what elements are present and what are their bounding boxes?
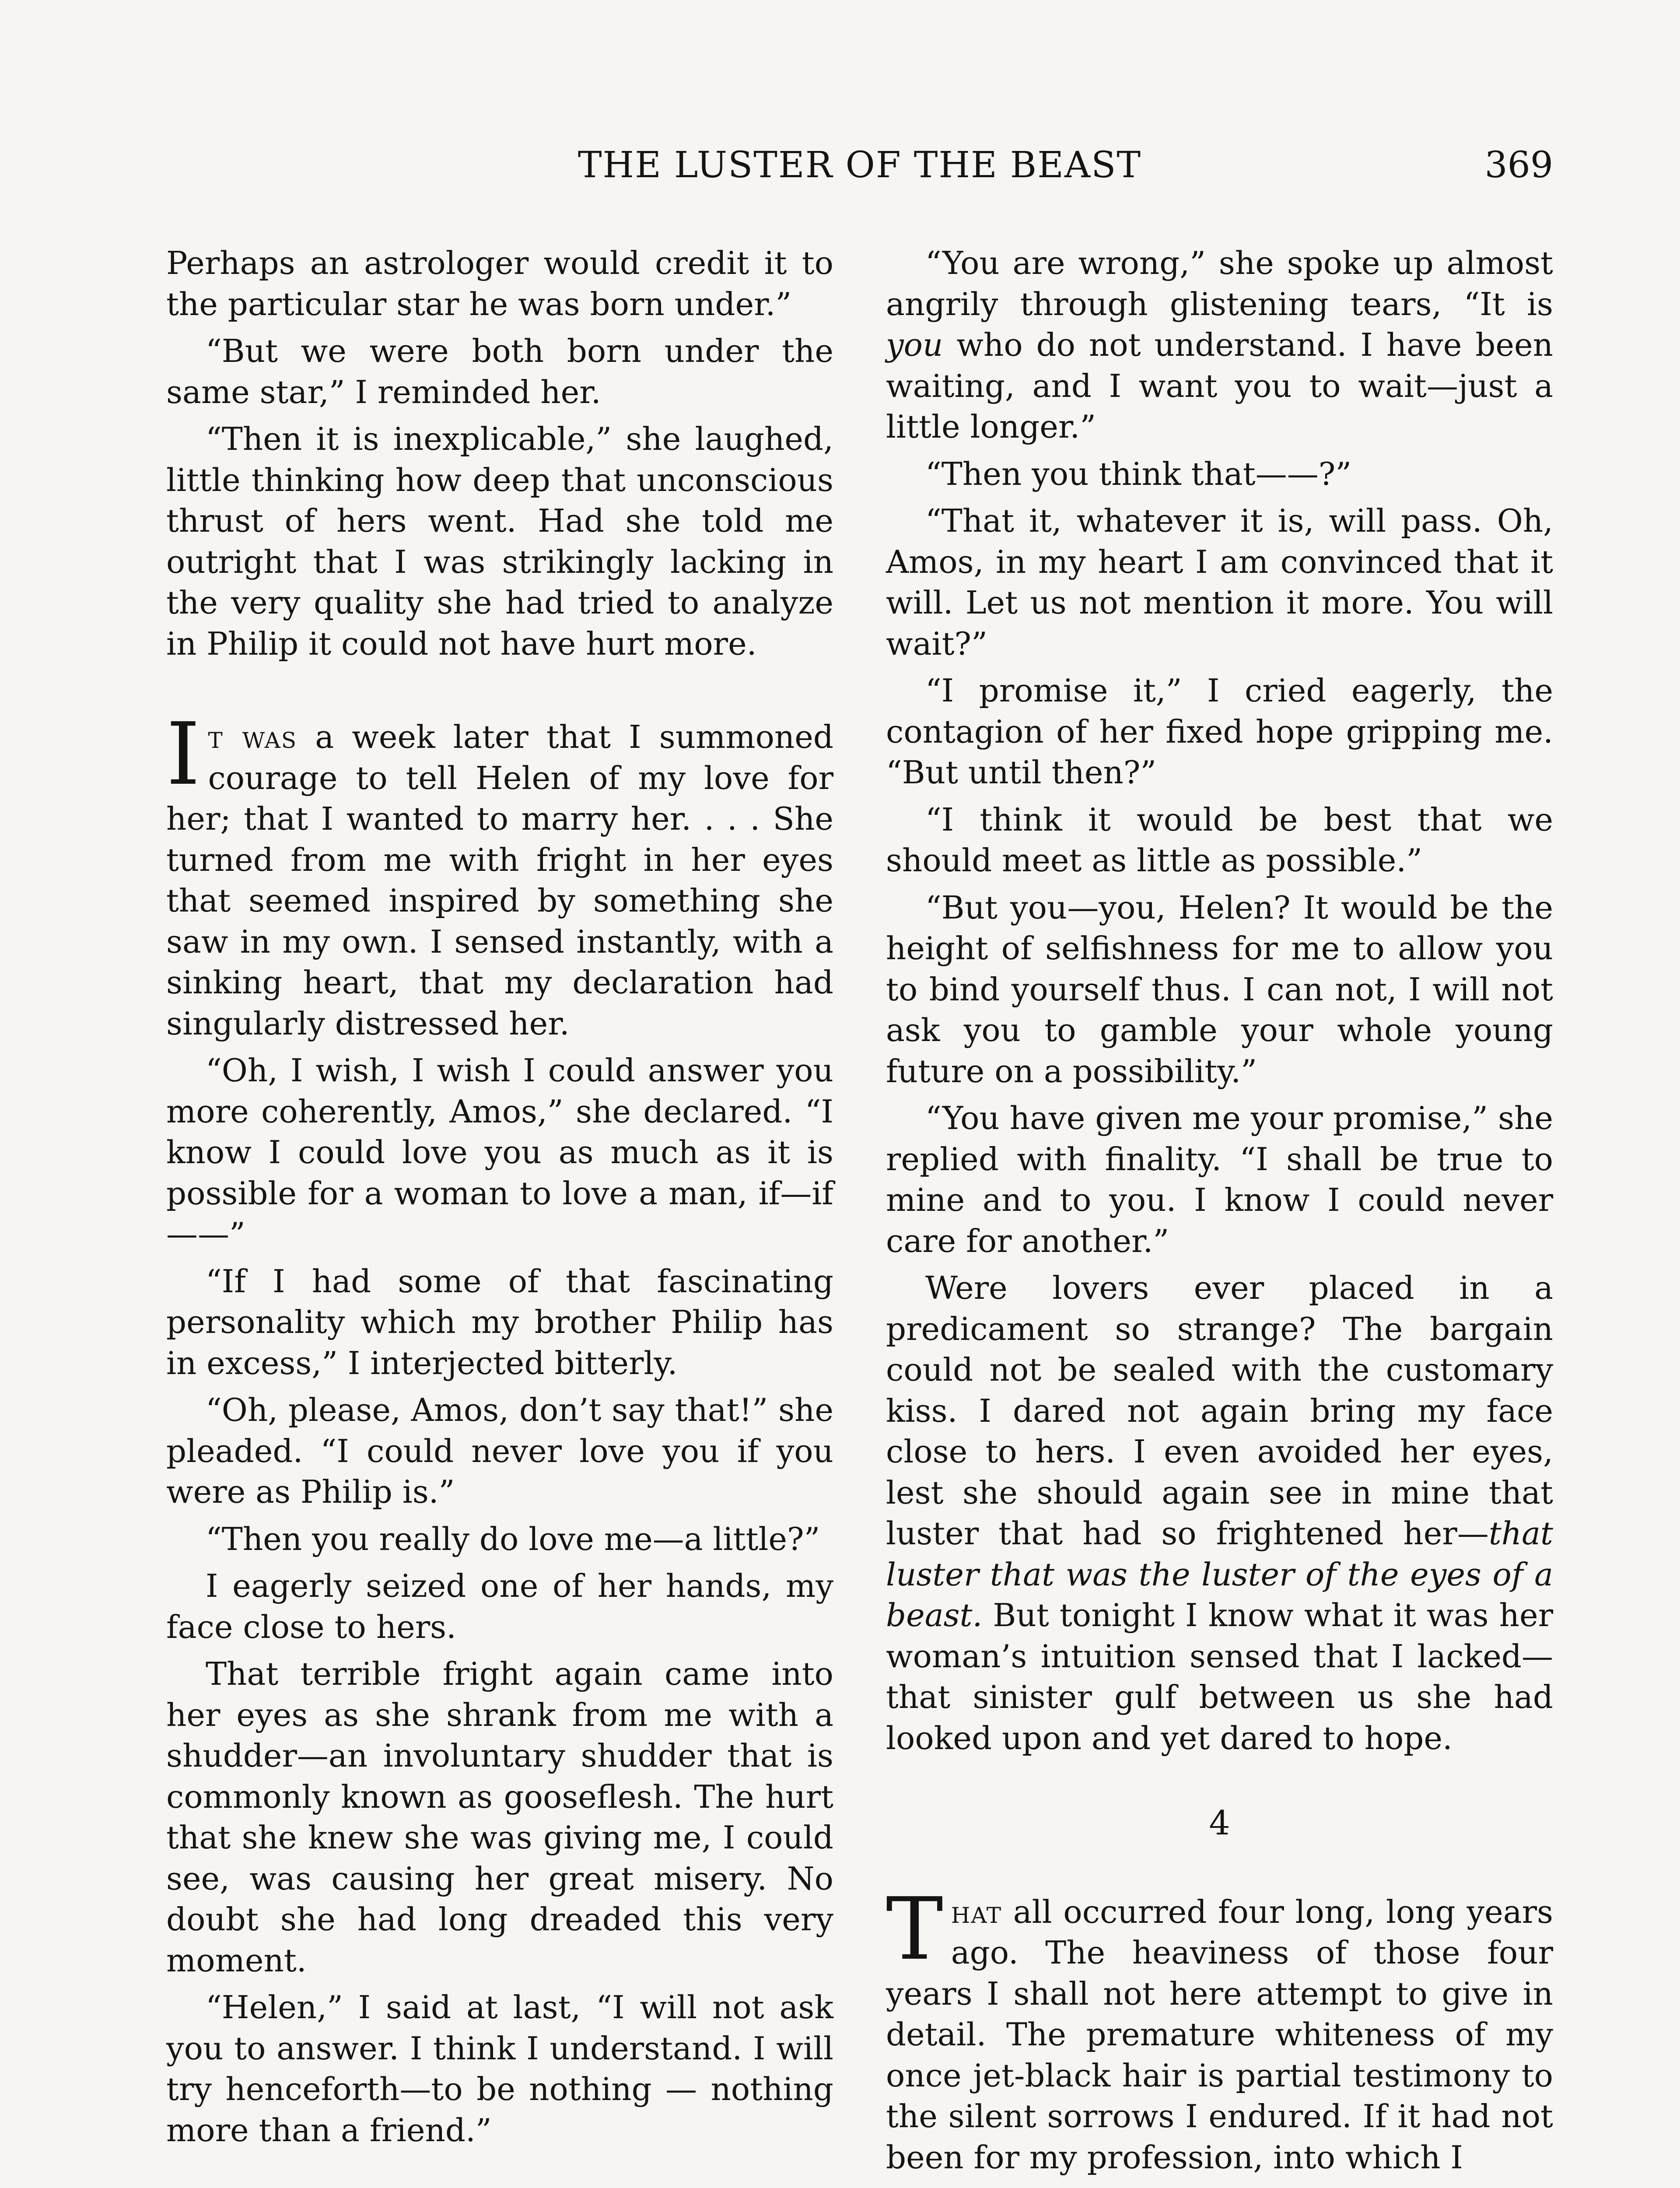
- paragraph-dropcap: [166, 705, 833, 1044]
- paragraph: “But you—you, Helen? It would be the height of selfishness for me to allow you to bind yourself thus. I can not, I will not ask you to gamble your whole young future on a possibility.”: [886, 889, 1553, 1090]
- paragraph: “If I had some of that fascinating personality which my brother Philip has in excess,” I interjected bitterly.: [166, 1262, 833, 1382]
- paragraph-text: all occurred four long, long years ago. The heaviness of those four years I shall not here attempt to give in detail. The premature whiteness of my once jet-black hair is partial testimony to the silent sorrows I endured. If it had not been for my profession, into which I: [886, 1893, 1553, 2176]
- paragraph: “But we were both born under the same star,” I reminded her.: [166, 333, 833, 410]
- paragraph: I eagerly seized one of her hands, my face close to hers.: [166, 1567, 833, 1645]
- small-caps-lead: hat: [951, 1893, 1002, 1930]
- paragraph: “Oh, I wish, I wish I could answer you more coherently, Amos,” she declared. “I know I could love you as much as it is possible for a woman to love a man, if—if——”: [166, 1052, 833, 1252]
- paragraph: “Oh, please, Amos, don’t say that!” she pleaded. “I could never love you if you were as Philip is.”: [166, 1392, 833, 1510]
- paragraph: [886, 1268, 1553, 1759]
- paragraph: “Then you really do love me—a little?”: [206, 1520, 820, 1557]
- paragraph: “I think it would be best that we should meet as little as possible.”: [886, 801, 1553, 879]
- paragraph-dropcap: [886, 1879, 1553, 2178]
- emphasis: that luster that was the luster of the eyes of a beast.: [886, 1515, 1553, 1634]
- paragraph: [886, 243, 1553, 448]
- page-number: 369: [1484, 144, 1553, 186]
- drop-cap: I: [166, 705, 200, 804]
- paragraph-text: Were lovers ever placed in a predicament so strange? The bargain could not be sealed with the customary kiss. I dared not again bring my face close to hers. I even avoided her eyes, lest she should again see in mine that luster that had so frightened her—: [886, 1269, 1553, 1552]
- paragraph: “I promise it,” I cried eagerly, the contagion of her fixed hope gripping me. “But until then?”: [886, 672, 1553, 791]
- paragraph: “Then it is inexplicable,” she laughed, little thinking how deep that unconscious thrust of hers went. Had she told me outright that I was strikingly lacking in the very quality she had tried to analyze in Philip it could not have hurt more.: [166, 421, 833, 662]
- paragraph: “Then you think that——?”: [925, 455, 1352, 492]
- right-column: [886, 243, 1553, 2184]
- paragraph-text: who do not understand. I have been waiting, and I want you to wait—just a little longer.”: [886, 326, 1553, 445]
- paragraph-text: “You are wrong,” she spoke up almost angrily through glistening tears, “It is: [886, 245, 1553, 323]
- paragraph: “You have given me your promise,” she replied with finality. “I shall be true to mine and to you. I know I could never care for another.”: [886, 1100, 1553, 1259]
- small-caps-lead: t was: [208, 719, 298, 755]
- paragraph: Perhaps an astrologer would credit it to the particular star he was born under.”: [166, 245, 833, 323]
- paragraph-text: a week later that I summoned courage to tell Helen of my love for her; that I wanted to marry her. . . . She turned from me with fright in her eyes that seemed inspired by something she saw in my own. I sensed instantly, with a sinking heart, that my declaration had singularly distressed her.: [166, 719, 833, 1042]
- left-column: [166, 243, 833, 2157]
- paragraph-text: But tonight I know what it was her woman’s intuition sensed that I lacked—that sinister gulf between us she had looked upon and yet dared to hope.: [886, 1597, 1553, 1757]
- page-header: [166, 140, 1553, 193]
- running-title: THE LUSTER OF THE BEAST: [578, 144, 1142, 186]
- paragraph: “That it, whatever it is, will pass. Oh, Amos, in my heart I am convinced that it will. Let us not mention it more. You will wait?”: [886, 502, 1553, 662]
- section-number: 4: [1209, 1803, 1230, 1842]
- paragraph: “Helen,” I said at last, “I will not ask you to answer. I think I understand. I will try henceforth—to be nothing — nothing more than a friend.”: [166, 1989, 833, 2149]
- emphasis: you: [886, 326, 943, 363]
- drop-cap: T: [886, 1879, 943, 1979]
- paragraph: That terrible fright again came into her eyes as she shrank from me with a shudder—an involuntary shudder that is commonly known as gooseflesh. The hurt that she knew she was giving me, I could see, was causing her great misery. No doubt she had long dreaded this very moment.: [166, 1655, 833, 1979]
